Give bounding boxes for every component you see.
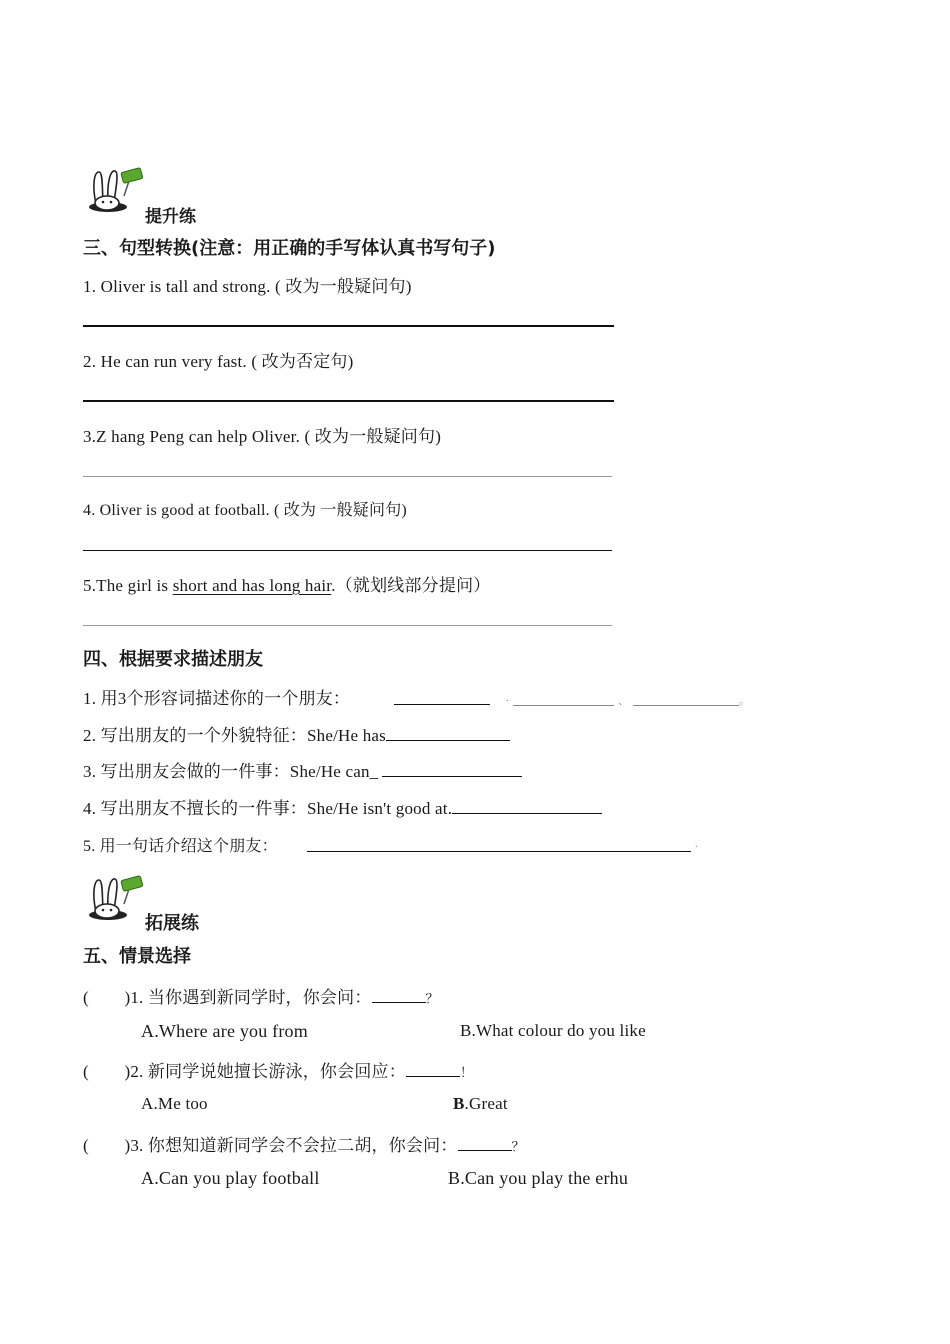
- section-5-title: 五、情景选择: [83, 946, 191, 967]
- option-b-2: [453, 1094, 508, 1114]
- answer-blank: [458, 1149, 512, 1151]
- practice-label-2: 拓展练: [145, 913, 199, 934]
- adjective-blank-2: [513, 704, 614, 706]
- item-5-underlined: short and has long hair: [172, 576, 332, 595]
- end-mark: ？: [511, 1139, 525, 1154]
- section-4-title: 四、根据要求描述朋友: [83, 649, 263, 670]
- adjective-blank-1: [394, 703, 490, 705]
- option-b-text: .Great: [464, 1094, 508, 1113]
- answer-paren: ( ): [83, 1062, 131, 1081]
- section-4-item-2: [83, 721, 510, 746]
- option-a-3: A.Can you play football: [141, 1168, 320, 1188]
- section-3-item-3: 3.Z hang Peng can help Oliver. ( 改为一般疑问句): [83, 427, 442, 446]
- section-3-title: 三、句型转换(注意：用正确的手写体认真书写句子): [83, 238, 496, 259]
- answer-line-1: [83, 325, 614, 327]
- separator-1: .: [506, 692, 509, 704]
- answer-paren: ( ): [83, 988, 131, 1007]
- answer-line-2: [83, 400, 614, 402]
- answer-blank: [372, 1001, 426, 1003]
- answer-blank: [382, 775, 522, 777]
- item-text: 1. 用3个形容词描述你的一个朋友：: [83, 689, 351, 708]
- answer-blank: [386, 739, 510, 741]
- end-mark-1: 。: [739, 695, 750, 707]
- item-5-suffix: .（就划线部分提问）: [331, 576, 491, 595]
- answer-paren: ( ): [83, 1136, 131, 1155]
- item-text: 4. 写出朋友不擅长的一件事：She/He isn't good at.: [83, 799, 453, 818]
- answer-line-5: [83, 625, 612, 626]
- section-5-item-1: [83, 983, 439, 1008]
- option-b-letter: B: [453, 1094, 465, 1113]
- item-text: 5. 用一句话介绍这个朋友：: [83, 838, 278, 855]
- item-text: 2. 写出朋友的一个外貌特征：She/He has: [83, 726, 386, 745]
- answer-line-4: [83, 550, 612, 551]
- separator-2: 、: [618, 695, 629, 707]
- answer-line-3: [83, 476, 612, 477]
- option-a-2: A.Me too: [141, 1094, 208, 1113]
- rabbit-icon: [86, 166, 148, 216]
- section-4-item-1: [83, 684, 350, 709]
- answer-blank: [452, 812, 602, 814]
- item-text: 3. 你想知道新同学会不会拉二胡，你会问：: [130, 1136, 458, 1155]
- section-4-item-3: [83, 757, 522, 782]
- item-text: 3. 写出朋友会做的一件事：She/He can_: [83, 762, 379, 781]
- option-b-1: B.What colour do you like: [460, 1021, 646, 1040]
- option-a-1: A.Where are you from: [141, 1021, 308, 1041]
- end-mark-5: .: [695, 838, 698, 850]
- section-3-item-1: 1. Oliver is tall and strong. ( 改为一般疑问句): [83, 277, 412, 296]
- answer-blank-5: [307, 850, 691, 852]
- option-b-3: B.Can you play the erhu: [448, 1168, 629, 1188]
- adjective-blank-3: [633, 704, 739, 706]
- end-mark: ！: [459, 1065, 474, 1080]
- end-mark: ？: [425, 991, 439, 1006]
- rabbit-icon: [86, 874, 148, 924]
- practice-label-1: 提升练: [145, 207, 196, 227]
- section-3-item-5: [83, 571, 490, 596]
- item-text: 1. 当你遇到新同学时，你会问：: [130, 988, 372, 1007]
- section-4-item-4: [83, 794, 602, 819]
- section-4-item-5: [83, 833, 278, 856]
- section-5-item-3: [83, 1131, 525, 1156]
- item-5-prefix: 5.The girl is: [83, 576, 173, 595]
- item-text: 2. 新同学说她擅长游泳，你会回应：: [130, 1062, 406, 1081]
- section-5-item-2: [83, 1057, 473, 1082]
- section-3-item-4: 4. Oliver is good at football. ( 改为 一般疑问句): [83, 502, 407, 519]
- section-3-item-2: 2. He can run very fast. ( 改为否定句): [83, 352, 354, 371]
- answer-blank: [406, 1075, 460, 1077]
